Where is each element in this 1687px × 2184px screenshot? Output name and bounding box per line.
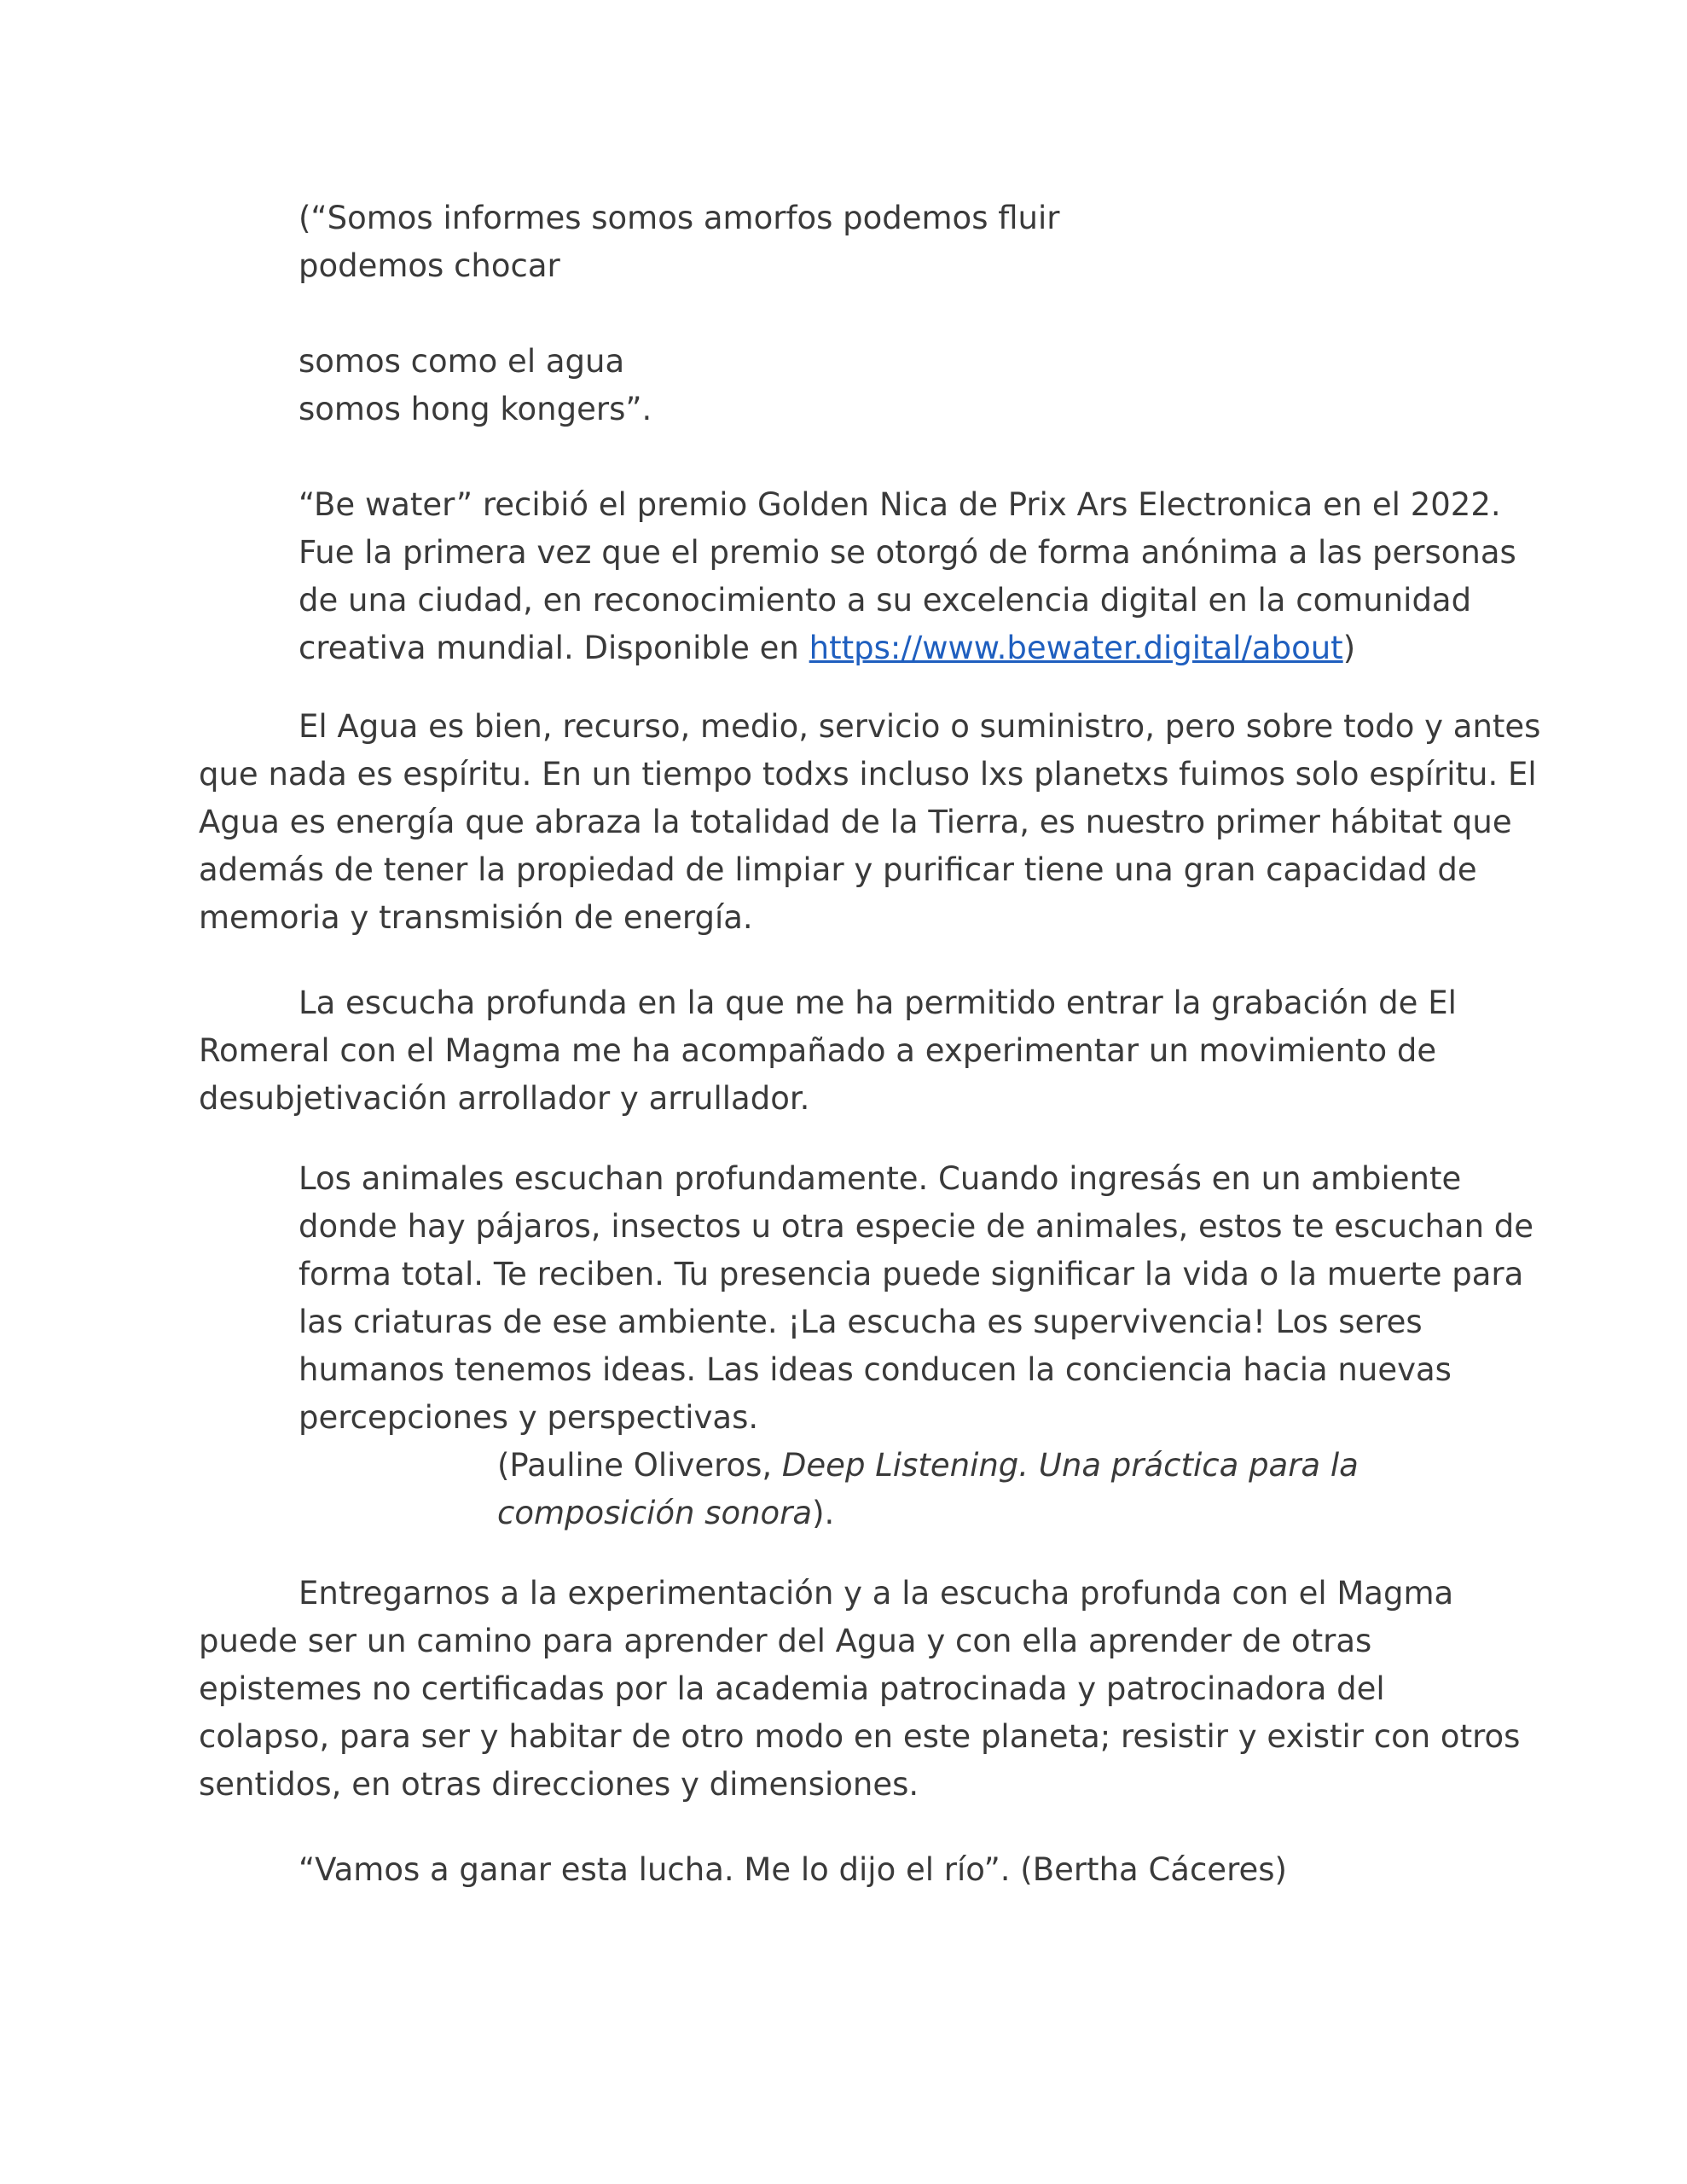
closing-quote xyxy=(199,1846,1287,1894)
citation-line xyxy=(497,1490,1359,1537)
citation-prefix: (Pauline Oliveros, xyxy=(497,1447,782,1484)
oliveros-citation xyxy=(497,1442,1359,1537)
award-line xyxy=(299,624,1516,672)
quote-line: donde hay pájaros, insectos u otra especie de animales, estos te escuchan de xyxy=(299,1208,1534,1245)
closing-quote-text: “Vamos a ganar esta lucha. Me lo dijo el río”. (Bertha Cáceres) xyxy=(299,1851,1287,1888)
paragraph-line: epistemes no certificadas por la academia patrocinada y patrocinadora del xyxy=(199,1670,1385,1707)
award-line-prefix: creativa mundial. Disponible en xyxy=(299,630,809,666)
quote-line: las criaturas de ese ambiente. ¡La escucha es supervivencia! Los seres xyxy=(299,1304,1423,1340)
oliveros-quote xyxy=(299,1155,1533,1442)
poem-line: somos como el agua xyxy=(299,343,625,380)
award-line: “Be water” recibió el premio Golden Nica de Prix Ars Electronica en el 2022. xyxy=(299,486,1501,523)
poem-line: podemos chocar xyxy=(299,247,560,284)
award-line: Fue la primera vez que el premio se otorgó de forma anónima a las personas xyxy=(299,534,1516,571)
paragraph-escucha xyxy=(199,979,1457,1123)
award-line-suffix: ) xyxy=(1342,630,1356,666)
paragraph-magma xyxy=(199,1570,1520,1809)
paragraph-line: sentidos, en otras direcciones y dimensiones. xyxy=(199,1766,919,1803)
paragraph-line: Agua es energía que abraza la totalidad de la Tierra, es nuestro primer hábitat que xyxy=(199,804,1512,840)
poem-line: (“Somos informes somos amorfos podemos fluir xyxy=(299,200,1060,236)
paragraph-line: memoria y transmisión de energía. xyxy=(199,899,753,936)
paragraph-line: que nada es espíritu. En un tiempo todxs incluso lxs planetxs fuimos solo espíritu. El xyxy=(199,756,1537,793)
quote-line: Los animales escuchan profundamente. Cuando ingresás en un ambiente xyxy=(299,1160,1462,1197)
award-line: de una ciudad, en reconocimiento a su excelencia digital en la comunidad xyxy=(299,582,1472,619)
award-note xyxy=(299,481,1516,672)
poem-quote xyxy=(299,195,1059,433)
paragraph-line: El Agua es bien, recurso, medio, servicio o suministro, pero sobre todo y antes xyxy=(299,708,1541,745)
citation-suffix: ). xyxy=(812,1495,835,1531)
paragraph-line: La escucha profunda en la que me ha permitido entrar la grabación de El xyxy=(299,985,1457,1021)
paragraph-agua xyxy=(199,703,1540,942)
paragraph-line: además de tener la propiedad de limpiar y purificar tiene una gran capacidad de xyxy=(199,851,1477,888)
citation-line xyxy=(497,1442,1359,1490)
quote-line: humanos tenemos ideas. Las ideas conducen la conciencia hacia nuevas xyxy=(299,1351,1452,1388)
paragraph-line: colapso, para ser y habitar de otro modo en este planeta; resistir y existir con otros xyxy=(199,1718,1521,1755)
citation-title: composición sonora xyxy=(497,1495,813,1531)
paragraph-line: puede ser un camino para aprender del Agua y con ella aprender de otras xyxy=(199,1623,1372,1659)
citation-title: Deep Listening. Una práctica para la xyxy=(781,1447,1359,1484)
paragraph-line: Entregarnos a la experimentación y a la escucha profunda con el Magma xyxy=(299,1575,1454,1612)
paragraph-line: desubjetivación arrollador y arrullador. xyxy=(199,1080,810,1117)
quote-line: percepciones y perspectivas. xyxy=(299,1399,759,1436)
bewater-link[interactable]: https://www.bewater.digital/about xyxy=(809,630,1343,666)
paragraph-line: Romeral con el Magma me ha acompañado a experimentar un movimiento de xyxy=(199,1032,1437,1069)
quote-line: forma total. Te reciben. Tu presencia puede significar la vida o la muerte para xyxy=(299,1256,1524,1292)
poem-line: somos hong kongers”. xyxy=(299,391,652,427)
